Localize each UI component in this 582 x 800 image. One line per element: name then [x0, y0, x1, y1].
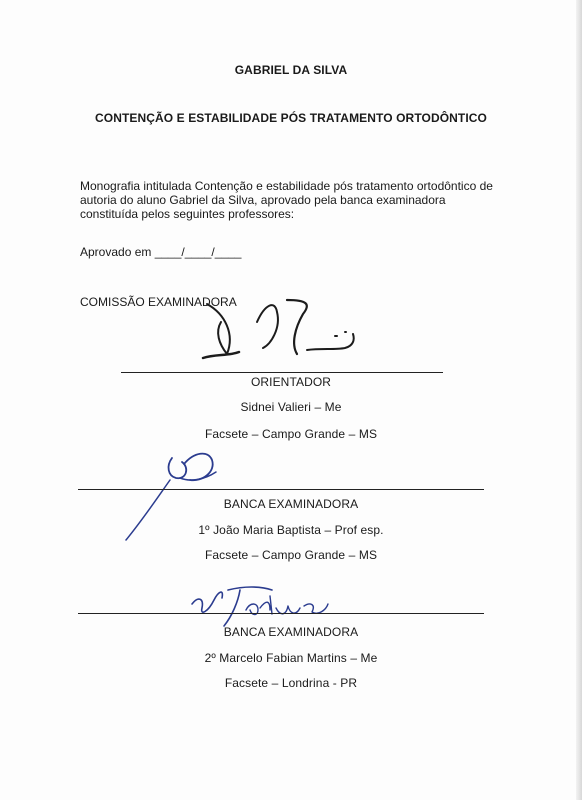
banca-1-name: 1º João Maria Baptista – Prof esp. — [198, 523, 384, 537]
author-name: GABRIEL DA SILVA — [234, 63, 348, 77]
orientador-name: Sidnei Valieri – Me — [240, 400, 342, 414]
banca-2-name: 2º Marcelo Fabian Martins – Me — [204, 651, 378, 665]
banca-2-signature-line — [78, 613, 484, 614]
intro-line-1: Monografia intitulada Contenção e estabilidade pós tratamento ortodôntico de — [80, 179, 493, 193]
orientador-institution: Facsete – Campo Grande – MS — [204, 427, 378, 441]
intro-paragraph — [80, 179, 493, 221]
banca-1-signature-line — [78, 489, 484, 490]
banca-2-role: BANCA EXAMINADORA — [223, 625, 359, 639]
intro-line-3: constituída pelos seguintes professores: — [80, 207, 295, 221]
scan-edge-shadow — [576, 0, 582, 800]
committee-heading: COMISSÃO EXAMINADORA — [80, 295, 237, 309]
orientador-signature — [195, 292, 370, 367]
banca-1-institution: Facsete – Campo Grande – MS — [204, 548, 378, 562]
orientador-role: ORIENTADOR — [250, 375, 332, 389]
approval-date-line: Aprovado em ____/____/____ — [80, 245, 242, 259]
document-title: CONTENÇÃO E ESTABILIDADE PÓS TRATAMENTO ORTODÔNTICO — [95, 111, 487, 125]
intro-line-2: autoria do aluno Gabriel da Silva, aprovado pela banca examinadora — [80, 193, 446, 207]
banca-1-role: BANCA EXAMINADORA — [223, 497, 359, 511]
banca-2-institution: Facsete – Londrina - PR — [224, 676, 358, 690]
orientador-signature-line — [121, 372, 443, 373]
